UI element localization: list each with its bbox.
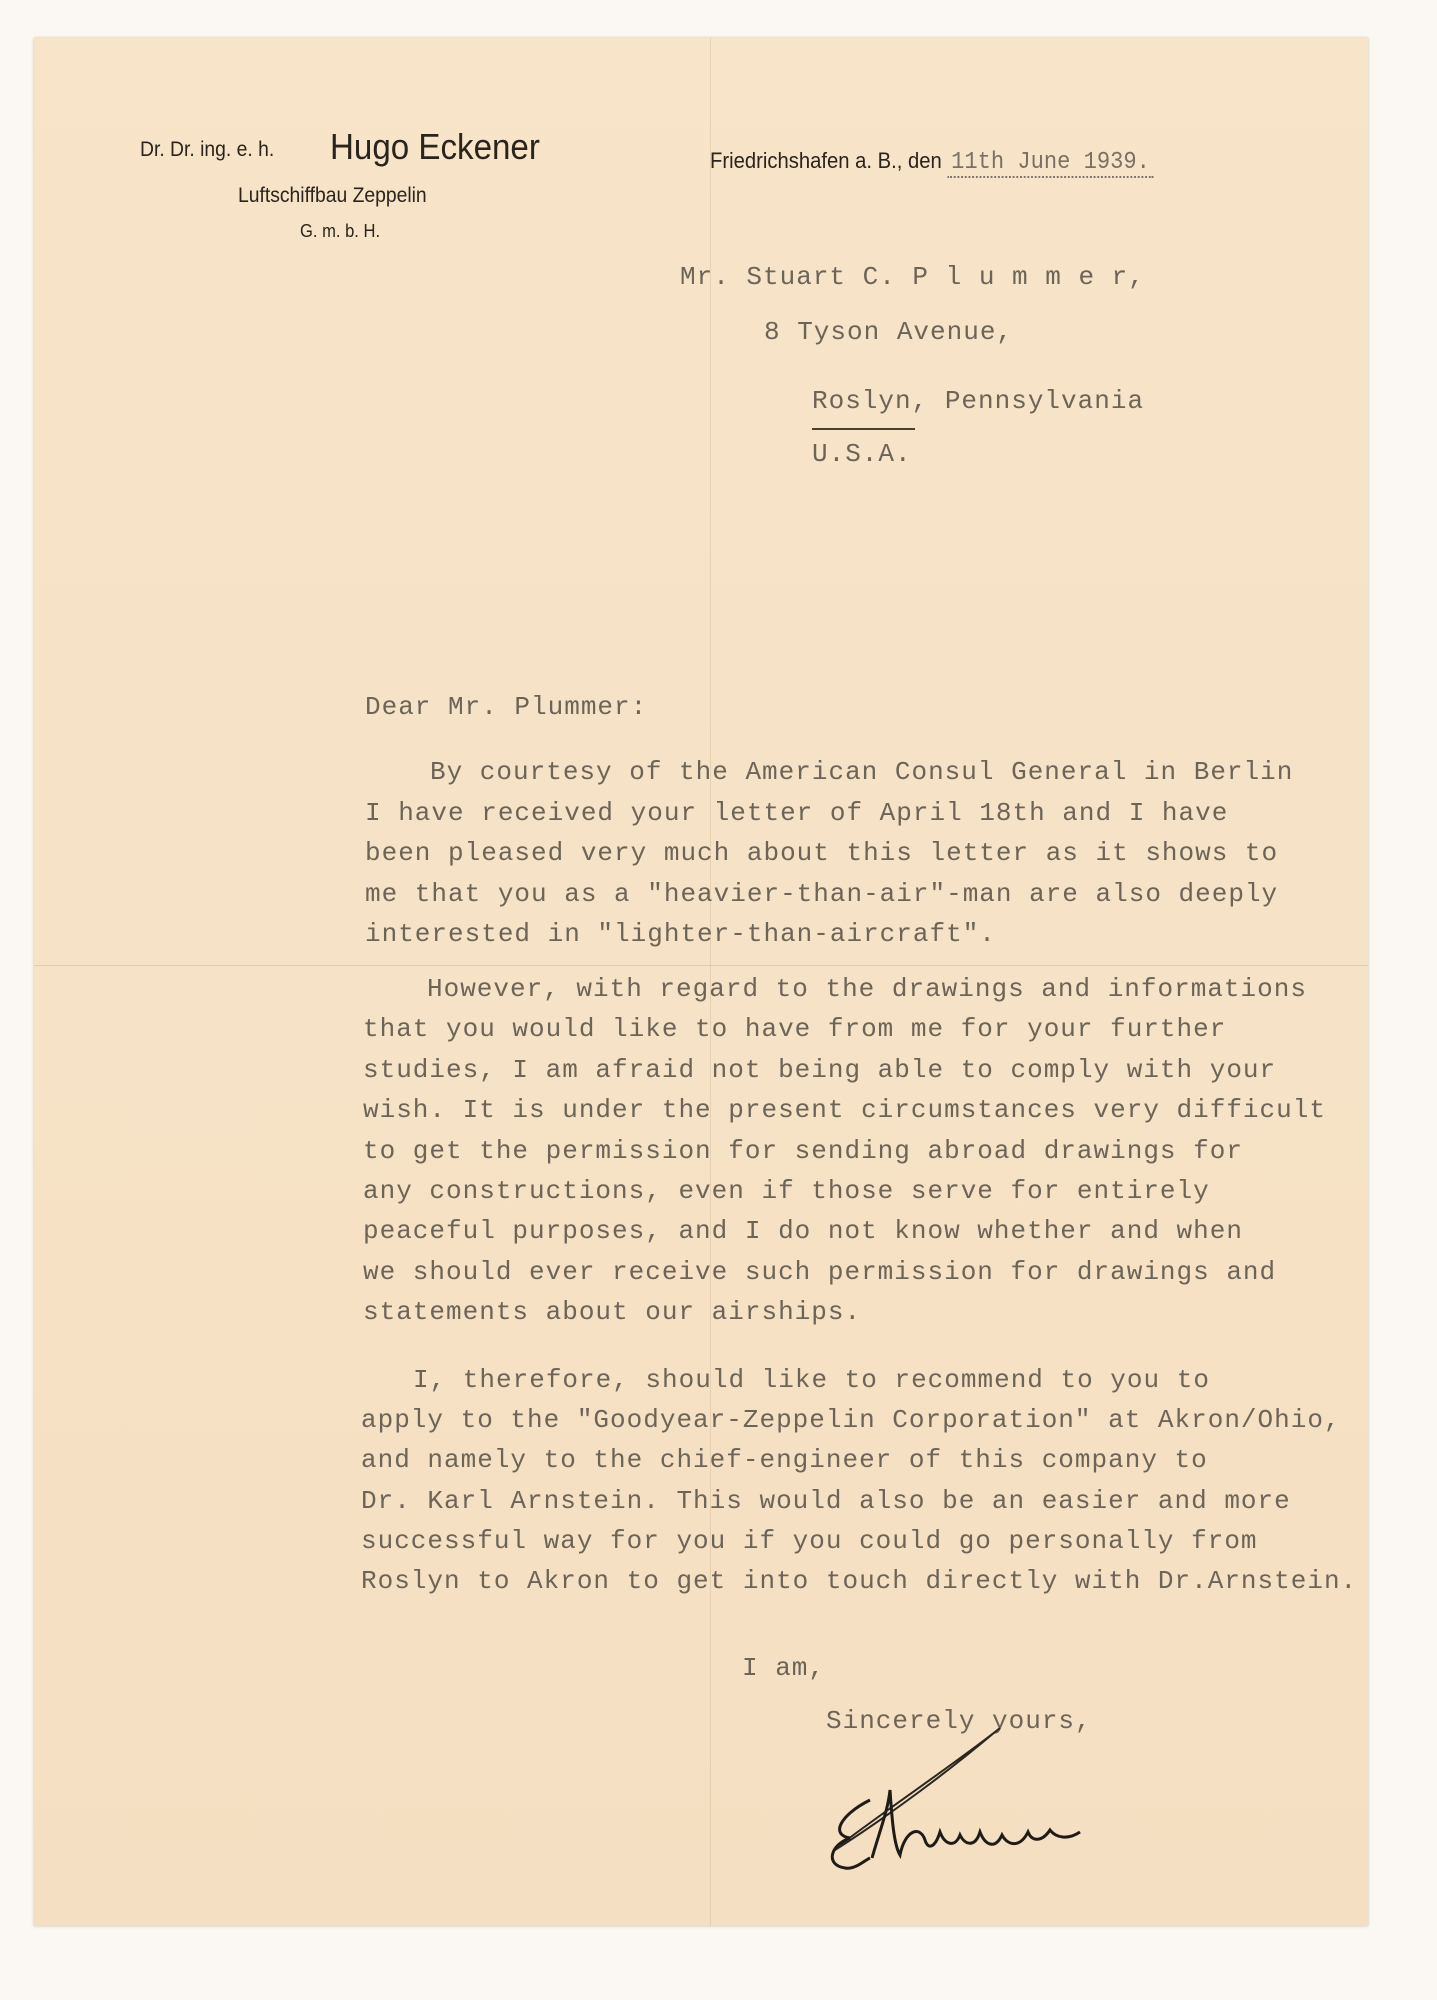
body-line: statements about our airships. xyxy=(363,1297,862,1328)
address-line: Mr. Stuart C. P l u m m e r, xyxy=(680,262,1145,292)
body-line: studies, I am afraid not being able to comply with your xyxy=(363,1054,1277,1085)
closing-line: Sincerely yours, xyxy=(826,1706,1092,1736)
body-line: successful way for you if you could go personally from xyxy=(361,1525,1258,1556)
letterhead-name: Hugo Eckener xyxy=(330,126,540,167)
body-line: peaceful purposes, and I do not know whether and when xyxy=(363,1216,1243,1247)
body-line: Dr. Karl Arnstein. This would also be an easier and more xyxy=(361,1485,1291,1516)
letterhead-company: Luftschiffbau Zeppelin xyxy=(238,184,427,207)
body-line: I, therefore, should like to recommend to you to xyxy=(413,1365,1210,1395)
body-line: apply to the "Goodyear-Zeppelin Corporation" at Akron/Ohio, xyxy=(361,1405,1341,1436)
underline xyxy=(812,428,915,430)
body-line: I have received your letter of April 18th and I have xyxy=(365,797,1229,828)
date-line xyxy=(710,148,1154,178)
body-line: However, with regard to the drawings and informations xyxy=(427,974,1307,1004)
body-line: me that you as a "heavier-than-air"-man are also deeply xyxy=(365,878,1279,909)
closing-line: I am, xyxy=(742,1653,826,1683)
letterhead-company-form: G. m. b. H. xyxy=(300,221,381,241)
address-line: 8 Tyson Avenue, xyxy=(764,317,1014,347)
body-line: any constructions, even if those serve for entirely xyxy=(363,1176,1210,1206)
body-line: Roslyn to Akron to get into touch directly with Dr.Arnstein. xyxy=(361,1566,1358,1596)
body-line: we should ever receive such permission for drawings and xyxy=(363,1256,1277,1287)
place-prefix: Friedrichshafen a. B., den xyxy=(710,148,942,173)
body-line: By courtesy of the American Consul General in Berlin xyxy=(430,757,1294,787)
body-line: to get the permission for sending abroad drawings for xyxy=(363,1135,1243,1166)
body-line: and namely to the chief-engineer of this company to xyxy=(361,1445,1208,1476)
letterhead-titles: Dr. Dr. ing. e. h. xyxy=(140,138,275,161)
salutation: Dear Mr. Plummer: xyxy=(365,692,648,722)
body-line: been pleased very much about this letter as it shows to xyxy=(365,838,1279,868)
body-line: interested in "lighter-than-aircraft". xyxy=(365,919,996,949)
address-line: U.S.A. xyxy=(812,439,912,469)
body-line: that you would like to have from me for your further xyxy=(363,1014,1227,1045)
body-line: wish. It is under the present circumstances very difficult xyxy=(363,1095,1326,1126)
letter-date: 11th June 1939. xyxy=(947,149,1153,178)
fold-line xyxy=(34,965,1368,966)
address-line: Roslyn, Pennsylvania xyxy=(812,386,1145,416)
signature xyxy=(810,1720,1130,1880)
